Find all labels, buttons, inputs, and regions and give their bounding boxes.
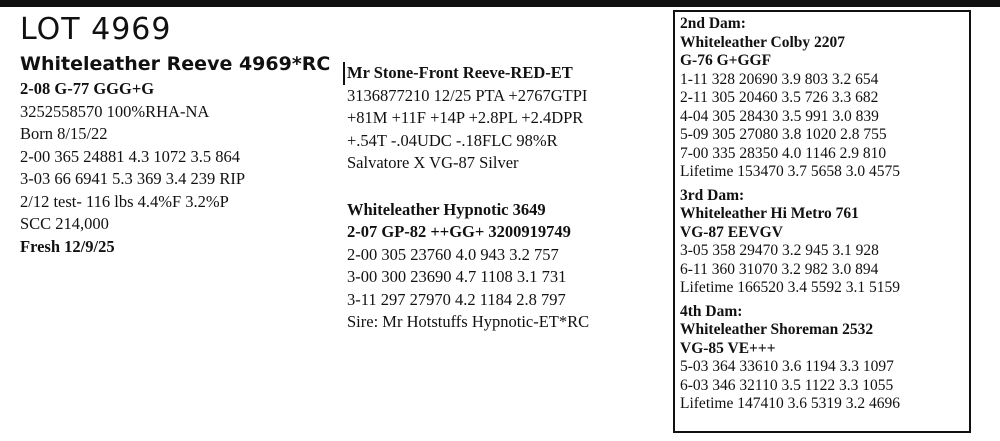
fourth-dam-record: 5-03 364 33610 3.6 1194 3.3 1097 [680,358,894,375]
sire-line: Salvatore X VG-87 Silver [347,153,519,172]
cow-scc: SCC 214,000 [20,214,109,233]
second-dam-record: 4-04 305 28430 3.5 991 3.0 839 [680,107,879,125]
second-dam-heading: 2nd Dam: [680,15,746,32]
fourth-dam-name: Whiteleather Shoreman 2532 [680,321,874,338]
cow-born: Born 8/15/22 [20,124,108,143]
dam-record: 3-00 300 23690 4.7 1108 3.1 731 [347,267,567,286]
second-dam-record: 5-09 305 27080 3.8 1020 2.8 755 [680,126,887,143]
third-dam-class: VG-87 EEVGV [680,223,783,241]
cow-record: 2-00 365 24881 4.3 1072 3.5 864 [20,146,240,166]
dam-record: 2-00 305 23760 4.0 943 3.2 757 [347,244,559,264]
fourth-dam-heading: 4th Dam: [680,302,743,320]
cow-record: 3-03 66 6941 5.3 369 3.4 239 RIP [20,169,246,188]
spacer [347,175,667,199]
dam-name: Whiteleather Hypnotic 3649 [347,199,546,219]
second-dam-record: 1-11 328 20690 3.9 803 3.2 654 [680,70,879,88]
third-dam-record: 3-05 358 29470 3.2 945 3.1 928 [680,242,879,259]
cow-name: Whiteleather Reeve 4969*RC [20,53,331,75]
cow-class-line: 2-08 G-77 GGG+G [20,79,155,98]
second-dam-name: Whiteleather Colby 2207 [680,33,846,51]
second-dam-class: G-76 G+GGF [680,52,772,69]
second-dam-record: 7-00 335 28350 4.0 1146 2.9 810 [680,144,887,162]
third-dam-heading: 3rd Dam: [680,186,745,204]
sire-line: +81M +11F +14P +2.8PL +2.4DPR [347,108,584,127]
cow-test: 2/12 test- 116 lbs 4.4%F 3.2%P [20,191,229,211]
fourth-dam-class: VG-85 VE+++ [680,339,776,357]
third-dam-record: 6-11 360 31070 3.2 982 3.0 894 [680,260,879,278]
second-dam-lifetime: Lifetime 153470 3.7 5658 3.0 4575 [680,163,900,180]
pedigree-box [673,10,971,433]
third-dam-name: Whiteleather Hi Metro 761 [680,205,859,222]
cow-fresh: Fresh 12/9/25 [20,236,115,256]
second-dam-record: 2-11 305 20460 3.5 726 3.3 682 [680,89,879,106]
cow-registration: 3252558570 100%RHA-NA [20,101,210,121]
dam-class-line: 2-07 GP-82 ++GG+ 3200919749 [347,222,571,241]
lot-title: LOT 4969 [20,12,172,47]
third-dam-lifetime: Lifetime 166520 3.4 5592 3.1 5159 [680,279,900,296]
sire-name: Mr Stone-Front Reeve-RED-ET [347,63,573,82]
dam-record: 3-11 297 27970 4.2 1184 2.8 797 [347,289,566,309]
fourth-dam-lifetime: Lifetime 147410 3.6 5319 3.2 4696 [680,395,900,412]
sire-divider [343,62,345,85]
fourth-dam-record: 6-03 346 32110 3.5 1122 3.3 1055 [680,376,894,394]
cow-section [20,10,340,258]
sire-line: +.54T -.04UDC -.18FLC 98%R [347,130,558,150]
sire-line: 3136877210 12/25 PTA +2767GTPI [347,85,588,105]
top-border-bar [0,0,1000,7]
sire-dam-section [347,62,667,334]
dam-sire-line: Sire: Mr Hotstuffs Hypnotic-ET*RC [347,312,590,331]
